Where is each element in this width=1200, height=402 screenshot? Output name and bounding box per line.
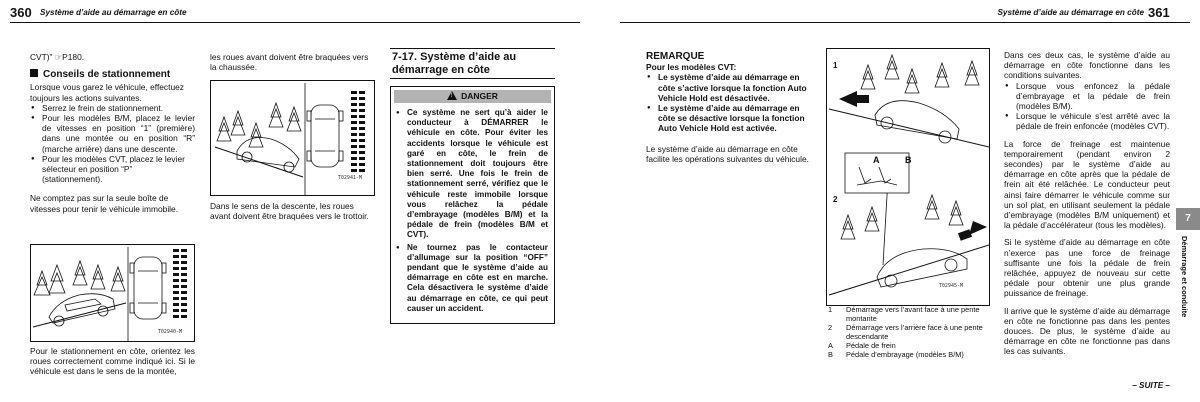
right-col1 — [646, 52, 811, 164]
chapter-tab: 7 — [1176, 208, 1200, 230]
conditions-bullets — [1004, 81, 1170, 132]
tree-icon — [231, 111, 245, 135]
tree-icon — [841, 215, 855, 239]
figure-label-b: B — [905, 155, 912, 165]
continued-marker: – SUITE – — [1132, 381, 1170, 390]
warning-triangle-icon — [447, 91, 457, 100]
danger-body — [391, 106, 554, 318]
tree-icon — [905, 69, 919, 93]
parking-heading: Conseils de stationnement — [30, 69, 195, 80]
car-top-view — [130, 257, 166, 319]
left-page-title: Système d’aide au démarrage en côte — [40, 8, 187, 17]
danger-header: !DANGER — [394, 90, 551, 103]
tree-icon — [935, 63, 949, 87]
figure-label-1: 1 — [833, 61, 838, 70]
tree-icon — [111, 267, 125, 291]
list-item: ● Serrez le frein de stationnement. — [30, 103, 195, 113]
page-reference: CVT)” ☞P180. — [30, 52, 85, 62]
tree-icon — [217, 117, 231, 141]
section-bottom-rule — [390, 78, 555, 79]
tree-icon — [91, 265, 105, 289]
right-col3 — [1004, 50, 1170, 357]
remark-heading: REMARQUE — [646, 51, 705, 62]
parking-uphill-illustration — [31, 245, 195, 342]
arrow-backward-icon — [969, 221, 987, 235]
remark-bullets — [646, 72, 811, 133]
hill-start-illustration — [827, 49, 990, 306]
figure-code: T02945-M — [938, 283, 963, 289]
caption-row: B Pédale d’embrayage (modèles B/M) — [828, 350, 964, 359]
section-heading: 7-17. Système d’aide au démarrage en côte — [392, 51, 517, 76]
tree-icon — [861, 65, 875, 89]
chapter-label: Démarrage et conduite — [1180, 236, 1189, 318]
list-item: ● Lorsque le véhicule s’est arrêté avec la pédale de frein enfoncée (modèles CVT). — [1004, 111, 1170, 131]
left-col1 — [30, 52, 195, 214]
hill-start-figure — [826, 48, 990, 306]
list-item: ● Pour les modèles B/M, placez le levier de vitesses en position “1” (première) dans une montée ou en position “R” (marche arrière) dans une descente. — [30, 113, 195, 154]
figure-code: T02940-M — [157, 329, 182, 335]
tree-icon — [49, 265, 65, 293]
list-item: ● Ce système ne sert qu’à aider le conducteur à DÉMARRER le véhicule en côte. Pour éviter les accidents lorsque le véhicule est garé en côte, le frein de stationnement doit toujours être bien serré. Une fois le frein de stationnement serré, vérifiez que le véhicule reste immobile lorsque vous relâchez la pédale d’embrayage (modèles B/M) et la pédale de frein (modèles B/M et CVT). — [395, 108, 548, 241]
left-col2-bottom: Dans le sens de la descente, les roues avant doivent être braquées vers le trottoir. — [210, 201, 369, 222]
figure-label-a: A — [873, 155, 880, 165]
section-top-rule — [390, 48, 555, 49]
caption-row: 2 Démarrage vers l’arrière face à une pente descendante — [828, 323, 983, 341]
tree-icon — [269, 103, 283, 127]
tree-icon — [865, 207, 879, 231]
braking-force-text: La force de freinage est maintenue temporairement (pendant environ 2 secondes) par le système d’aide au démarrage en côte après que la pédale de frein ait été relâchée. Le conducteur peut ainsi faire démarrer le véhicule comme sur un sol plat, en utilisant seulement la pédale d’embrayage (modèles B/M uniquement) et la pédale d’accélérateur (tous les modèles). — [1004, 138, 1170, 231]
left-col2-top: les roues avant doivent être braquées vers la chaussée. — [210, 52, 369, 73]
parking-intro: Lorsque vous garez le véhicule, effectuez toujours les actions suivantes. — [30, 82, 184, 103]
tree-icon — [287, 107, 301, 131]
figure-code: T02941-M — [337, 175, 362, 181]
right-header-rule — [620, 22, 1190, 23]
parking-downhill-figure — [210, 80, 375, 196]
list-item: ● Lorsque vous enfoncez la pédale d’embrayage et la pédale de frein (modèles B/M). — [1004, 81, 1170, 112]
caption-row: A Pédale de frein — [828, 341, 896, 350]
caption-row: 1 Démarrage vers l’avant face à une pente montante — [828, 305, 980, 323]
parking-bullets — [30, 103, 195, 185]
tree-icon — [73, 261, 87, 285]
list-item: ● Pour les modèles CVT, placez le levier sélecteur en position “P” (stationnement). — [30, 154, 195, 185]
car-top-view — [307, 105, 343, 167]
remark-subheading: Pour les modèles CVT: — [646, 62, 737, 73]
left-header-rule — [10, 22, 580, 23]
tree-icon — [885, 55, 899, 79]
right-page-number: 361 — [1148, 5, 1170, 20]
car-side-outline — [877, 249, 967, 287]
limitations-text: Il arrive que le système d’aide au démarrage en côte ne fonctionne pas dans les pentes douces. De plus, le système d’aide au démarrage en côte ne fonctionne pas dans les cas suivants. — [1004, 305, 1170, 357]
car-side-outline — [875, 101, 959, 139]
right-page-title: Système d’aide au démarrage en côte — [997, 8, 1144, 17]
tree-icon — [949, 201, 963, 225]
tree-icon — [965, 61, 979, 85]
insufficient-force-text: Si le système d’aide au démarrage en côte n’exerce pas une force de freinage suffisante une fois la pédale de frein relâchée, appuyez de nouveau sur cette pédale pour obtenir une plus grande puissance de freinage. — [1004, 237, 1170, 299]
tree-icon — [925, 195, 939, 219]
right-body-text: Le système d’aide au démarrage en côte facilite les opérations suivantes du véhicule. — [646, 143, 809, 164]
list-item: ● Ne tournez pas le contacteur d’allumage sur la position “OFF” pendant que le système d’aide au démarrage en côte est en marche. Cela désactivera le système d’aide au démarrage en côte, ce qui peut causer un accident. — [395, 243, 548, 314]
tree-icon — [249, 123, 263, 147]
left-page-number: 360 — [10, 5, 32, 20]
conditions-intro: Dans ces deux cas, le système d’aide au démarrage en côte fonctionne dans les conditions suivantes. — [1004, 50, 1170, 81]
tree-icon — [34, 271, 50, 295]
parking-uphill-figure — [30, 244, 195, 342]
figure-label-2: 2 — [833, 195, 838, 204]
danger-box — [390, 86, 555, 324]
after-figure-text: Pour le stationnement en côte, orientez les roues correctement comme indiqué ici. Si le véhicule est dans le sens de la montée, — [30, 346, 195, 377]
square-bullet-icon — [30, 69, 38, 77]
list-item: ● Le système d’aide au démarrage en côte se désactive lorsque la fonction Auto Vehicle Hold est activée. — [646, 103, 811, 134]
gear-warning: Ne comptez pas sur la seule boîte de vitesses pour tenir le véhicule immobile. — [30, 193, 179, 214]
list-item: ● Le système d’aide au démarrage en côte s’active lorsque la fonction Auto Vehicle Hold est désactivée. — [646, 72, 811, 103]
arrow-forward-icon — [839, 91, 857, 107]
figure-caption — [828, 305, 992, 359]
